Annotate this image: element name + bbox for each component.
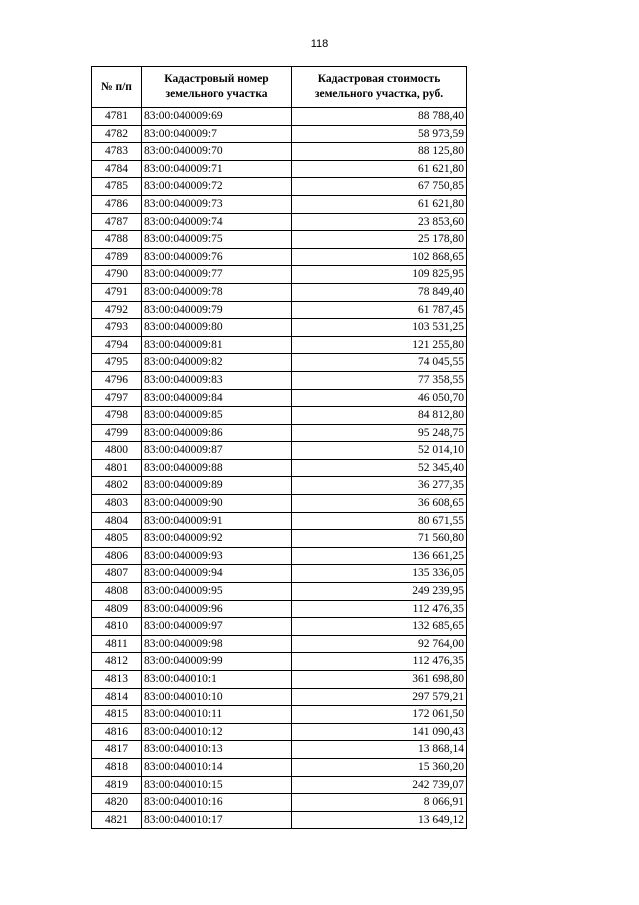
cadastral-number-cell: 83:00:040009:89 <box>142 477 292 495</box>
cadastral-value-cell: 121 255,80 <box>292 336 467 354</box>
cadastral-value-cell: 95 248,75 <box>292 424 467 442</box>
row-number-cell: 4791 <box>92 283 142 301</box>
table-row <box>92 143 467 161</box>
cadastral-number-cell: 83:00:040009:7 <box>142 125 292 143</box>
row-number-cell: 4798 <box>92 407 142 425</box>
cadastral-value-cell: 8 066,91 <box>292 794 467 812</box>
row-number-cell: 4794 <box>92 336 142 354</box>
cadastral-number-cell: 83:00:040010:13 <box>142 741 292 759</box>
table-row <box>92 248 467 266</box>
cadastral-value-cell: 242 739,07 <box>292 776 467 794</box>
table-row <box>92 811 467 829</box>
cadastral-number-cell: 83:00:040009:90 <box>142 495 292 513</box>
cadastral-number-cell: 83:00:040009:95 <box>142 583 292 601</box>
row-number-cell: 4802 <box>92 477 142 495</box>
cadastral-number-cell: 83:00:040009:69 <box>142 108 292 126</box>
table-row <box>92 336 467 354</box>
cadastral-value-cell: 84 812,80 <box>292 407 467 425</box>
cadastral-value-cell: 77 358,55 <box>292 371 467 389</box>
cadastral-number-cell: 83:00:040009:73 <box>142 195 292 213</box>
row-number-cell: 4804 <box>92 512 142 530</box>
row-number-cell: 4812 <box>92 653 142 671</box>
cadastral-value-cell: 67 750,85 <box>292 178 467 196</box>
table-row <box>92 565 467 583</box>
row-number-cell: 4785 <box>92 178 142 196</box>
row-number-cell: 4787 <box>92 213 142 231</box>
cadastral-value-cell: 92 764,00 <box>292 635 467 653</box>
table-row <box>92 195 467 213</box>
row-number-cell: 4815 <box>92 706 142 724</box>
cadastral-value-cell: 58 973,59 <box>292 125 467 143</box>
row-number-cell: 4803 <box>92 495 142 513</box>
cadastral-value-cell: 15 360,20 <box>292 758 467 776</box>
row-number-cell: 4811 <box>92 635 142 653</box>
table-row <box>92 671 467 689</box>
table-row <box>92 266 467 284</box>
row-number-cell: 4790 <box>92 266 142 284</box>
header-row-number: № п/п <box>92 67 142 108</box>
cadastral-value-table <box>91 66 467 829</box>
cadastral-number-cell: 83:00:040009:86 <box>142 424 292 442</box>
cadastral-number-cell: 83:00:040009:76 <box>142 248 292 266</box>
cadastral-value-cell: 88 125,80 <box>292 143 467 161</box>
cadastral-value-cell: 103 531,25 <box>292 319 467 337</box>
table-row <box>92 301 467 319</box>
cadastral-value-cell: 36 608,65 <box>292 495 467 513</box>
cadastral-number-cell: 83:00:040009:94 <box>142 565 292 583</box>
cadastral-number-cell: 83:00:040009:70 <box>142 143 292 161</box>
cadastral-number-cell: 83:00:040009:75 <box>142 231 292 249</box>
cadastral-number-cell: 83:00:040009:97 <box>142 618 292 636</box>
header-cadastral-value: Кадастровая стоимость земельного участка, руб. <box>292 67 467 108</box>
table-row <box>92 512 467 530</box>
row-number-cell: 4820 <box>92 794 142 812</box>
cadastral-number-cell: 83:00:040009:77 <box>142 266 292 284</box>
row-number-cell: 4821 <box>92 811 142 829</box>
table-row <box>92 776 467 794</box>
table-row <box>92 547 467 565</box>
cadastral-value-cell: 61 621,80 <box>292 195 467 213</box>
cadastral-value-cell: 172 061,50 <box>292 706 467 724</box>
cadastral-value-cell: 25 178,80 <box>292 231 467 249</box>
cadastral-value-cell: 112 476,35 <box>292 600 467 618</box>
row-number-cell: 4809 <box>92 600 142 618</box>
cadastral-value-cell: 361 698,80 <box>292 671 467 689</box>
row-number-cell: 4797 <box>92 389 142 407</box>
row-number-cell: 4783 <box>92 143 142 161</box>
cadastral-number-cell: 83:00:040009:87 <box>142 442 292 460</box>
table-row <box>92 213 467 231</box>
cadastral-value-cell: 109 825,95 <box>292 266 467 284</box>
cadastral-number-cell: 83:00:040010:14 <box>142 758 292 776</box>
row-number-cell: 4796 <box>92 371 142 389</box>
row-number-cell: 4808 <box>92 583 142 601</box>
table-row <box>92 424 467 442</box>
cadastral-number-cell: 83:00:040010:10 <box>142 688 292 706</box>
cadastral-number-cell: 83:00:040009:83 <box>142 371 292 389</box>
row-number-cell: 4795 <box>92 354 142 372</box>
cadastral-number-cell: 83:00:040009:72 <box>142 178 292 196</box>
table-row <box>92 618 467 636</box>
row-number-cell: 4806 <box>92 547 142 565</box>
table-row <box>92 389 467 407</box>
cadastral-value-cell: 13 868,14 <box>292 741 467 759</box>
table-row <box>92 583 467 601</box>
cadastral-number-cell: 83:00:040009:96 <box>142 600 292 618</box>
cadastral-value-cell: 88 788,40 <box>292 108 467 126</box>
cadastral-number-cell: 83:00:040010:16 <box>142 794 292 812</box>
row-number-cell: 4818 <box>92 758 142 776</box>
table-row <box>92 371 467 389</box>
cadastral-number-cell: 83:00:040010:17 <box>142 811 292 829</box>
cadastral-value-cell: 36 277,35 <box>292 477 467 495</box>
table-row <box>92 125 467 143</box>
cadastral-number-cell: 83:00:040009:80 <box>142 319 292 337</box>
row-number-cell: 4805 <box>92 530 142 548</box>
cadastral-number-cell: 83:00:040010:12 <box>142 723 292 741</box>
cadastral-number-cell: 83:00:040009:88 <box>142 459 292 477</box>
table-row <box>92 495 467 513</box>
cadastral-value-cell: 135 336,05 <box>292 565 467 583</box>
cadastral-number-cell: 83:00:040009:92 <box>142 530 292 548</box>
table-body <box>92 108 467 829</box>
table-row <box>92 635 467 653</box>
table-row <box>92 108 467 126</box>
row-number-cell: 4788 <box>92 231 142 249</box>
cadastral-number-cell: 83:00:040009:79 <box>142 301 292 319</box>
table-row <box>92 231 467 249</box>
cadastral-value-cell: 13 649,12 <box>292 811 467 829</box>
row-number-cell: 4807 <box>92 565 142 583</box>
row-number-cell: 4793 <box>92 319 142 337</box>
cadastral-value-cell: 136 661,25 <box>292 547 467 565</box>
cadastral-number-cell: 83:00:040010:11 <box>142 706 292 724</box>
row-number-cell: 4799 <box>92 424 142 442</box>
table-row <box>92 160 467 178</box>
row-number-cell: 4792 <box>92 301 142 319</box>
table-row <box>92 319 467 337</box>
row-number-cell: 4816 <box>92 723 142 741</box>
cadastral-value-cell: 141 090,43 <box>292 723 467 741</box>
table-row <box>92 530 467 548</box>
cadastral-number-cell: 83:00:040009:85 <box>142 407 292 425</box>
cadastral-value-cell: 52 345,40 <box>292 459 467 477</box>
cadastral-value-cell: 102 868,65 <box>292 248 467 266</box>
table-row <box>92 688 467 706</box>
cadastral-value-cell: 71 560,80 <box>292 530 467 548</box>
table-row <box>92 741 467 759</box>
cadastral-value-cell: 132 685,65 <box>292 618 467 636</box>
cadastral-value-cell: 78 849,40 <box>292 283 467 301</box>
cadastral-value-cell: 112 476,35 <box>292 653 467 671</box>
row-number-cell: 4782 <box>92 125 142 143</box>
table-row <box>92 653 467 671</box>
cadastral-value-cell: 249 239,95 <box>292 583 467 601</box>
table-row <box>92 723 467 741</box>
table-row <box>92 178 467 196</box>
cadastral-number-cell: 83:00:040009:71 <box>142 160 292 178</box>
cadastral-value-cell: 74 045,55 <box>292 354 467 372</box>
cadastral-number-cell: 83:00:040009:98 <box>142 635 292 653</box>
cadastral-number-cell: 83:00:040009:91 <box>142 512 292 530</box>
cadastral-number-cell: 83:00:040009:93 <box>142 547 292 565</box>
cadastral-number-cell: 83:00:040009:84 <box>142 389 292 407</box>
cadastral-number-cell: 83:00:040009:81 <box>142 336 292 354</box>
table-row <box>92 354 467 372</box>
cadastral-number-cell: 83:00:040009:74 <box>142 213 292 231</box>
row-number-cell: 4819 <box>92 776 142 794</box>
table-row <box>92 600 467 618</box>
row-number-cell: 4789 <box>92 248 142 266</box>
cadastral-number-cell: 83:00:040010:1 <box>142 671 292 689</box>
table-row <box>92 459 467 477</box>
cadastral-number-cell: 83:00:040009:99 <box>142 653 292 671</box>
cadastral-number-cell: 83:00:040010:15 <box>142 776 292 794</box>
table-row <box>92 477 467 495</box>
cadastral-value-cell: 23 853,60 <box>292 213 467 231</box>
header-cadastral-number: Кадастровый номер земельного участка <box>142 67 292 108</box>
cadastral-value-cell: 61 787,45 <box>292 301 467 319</box>
cadastral-value-cell: 52 014,10 <box>292 442 467 460</box>
table-header-row <box>92 67 467 108</box>
table-row <box>92 758 467 776</box>
cadastral-value-cell: 46 050,70 <box>292 389 467 407</box>
row-number-cell: 4817 <box>92 741 142 759</box>
table-row <box>92 794 467 812</box>
cadastral-value-cell: 80 671,55 <box>292 512 467 530</box>
row-number-cell: 4810 <box>92 618 142 636</box>
cadastral-number-cell: 83:00:040009:82 <box>142 354 292 372</box>
cadastral-number-cell: 83:00:040009:78 <box>142 283 292 301</box>
row-number-cell: 4781 <box>92 108 142 126</box>
table-row <box>92 442 467 460</box>
row-number-cell: 4813 <box>92 671 142 689</box>
cadastral-value-cell: 61 621,80 <box>292 160 467 178</box>
row-number-cell: 4800 <box>92 442 142 460</box>
table-row <box>92 706 467 724</box>
table-row <box>92 407 467 425</box>
row-number-cell: 4784 <box>92 160 142 178</box>
row-number-cell: 4786 <box>92 195 142 213</box>
page-number: 118 <box>310 38 329 50</box>
cadastral-value-cell: 297 579,21 <box>292 688 467 706</box>
row-number-cell: 4814 <box>92 688 142 706</box>
table-row <box>92 283 467 301</box>
row-number-cell: 4801 <box>92 459 142 477</box>
